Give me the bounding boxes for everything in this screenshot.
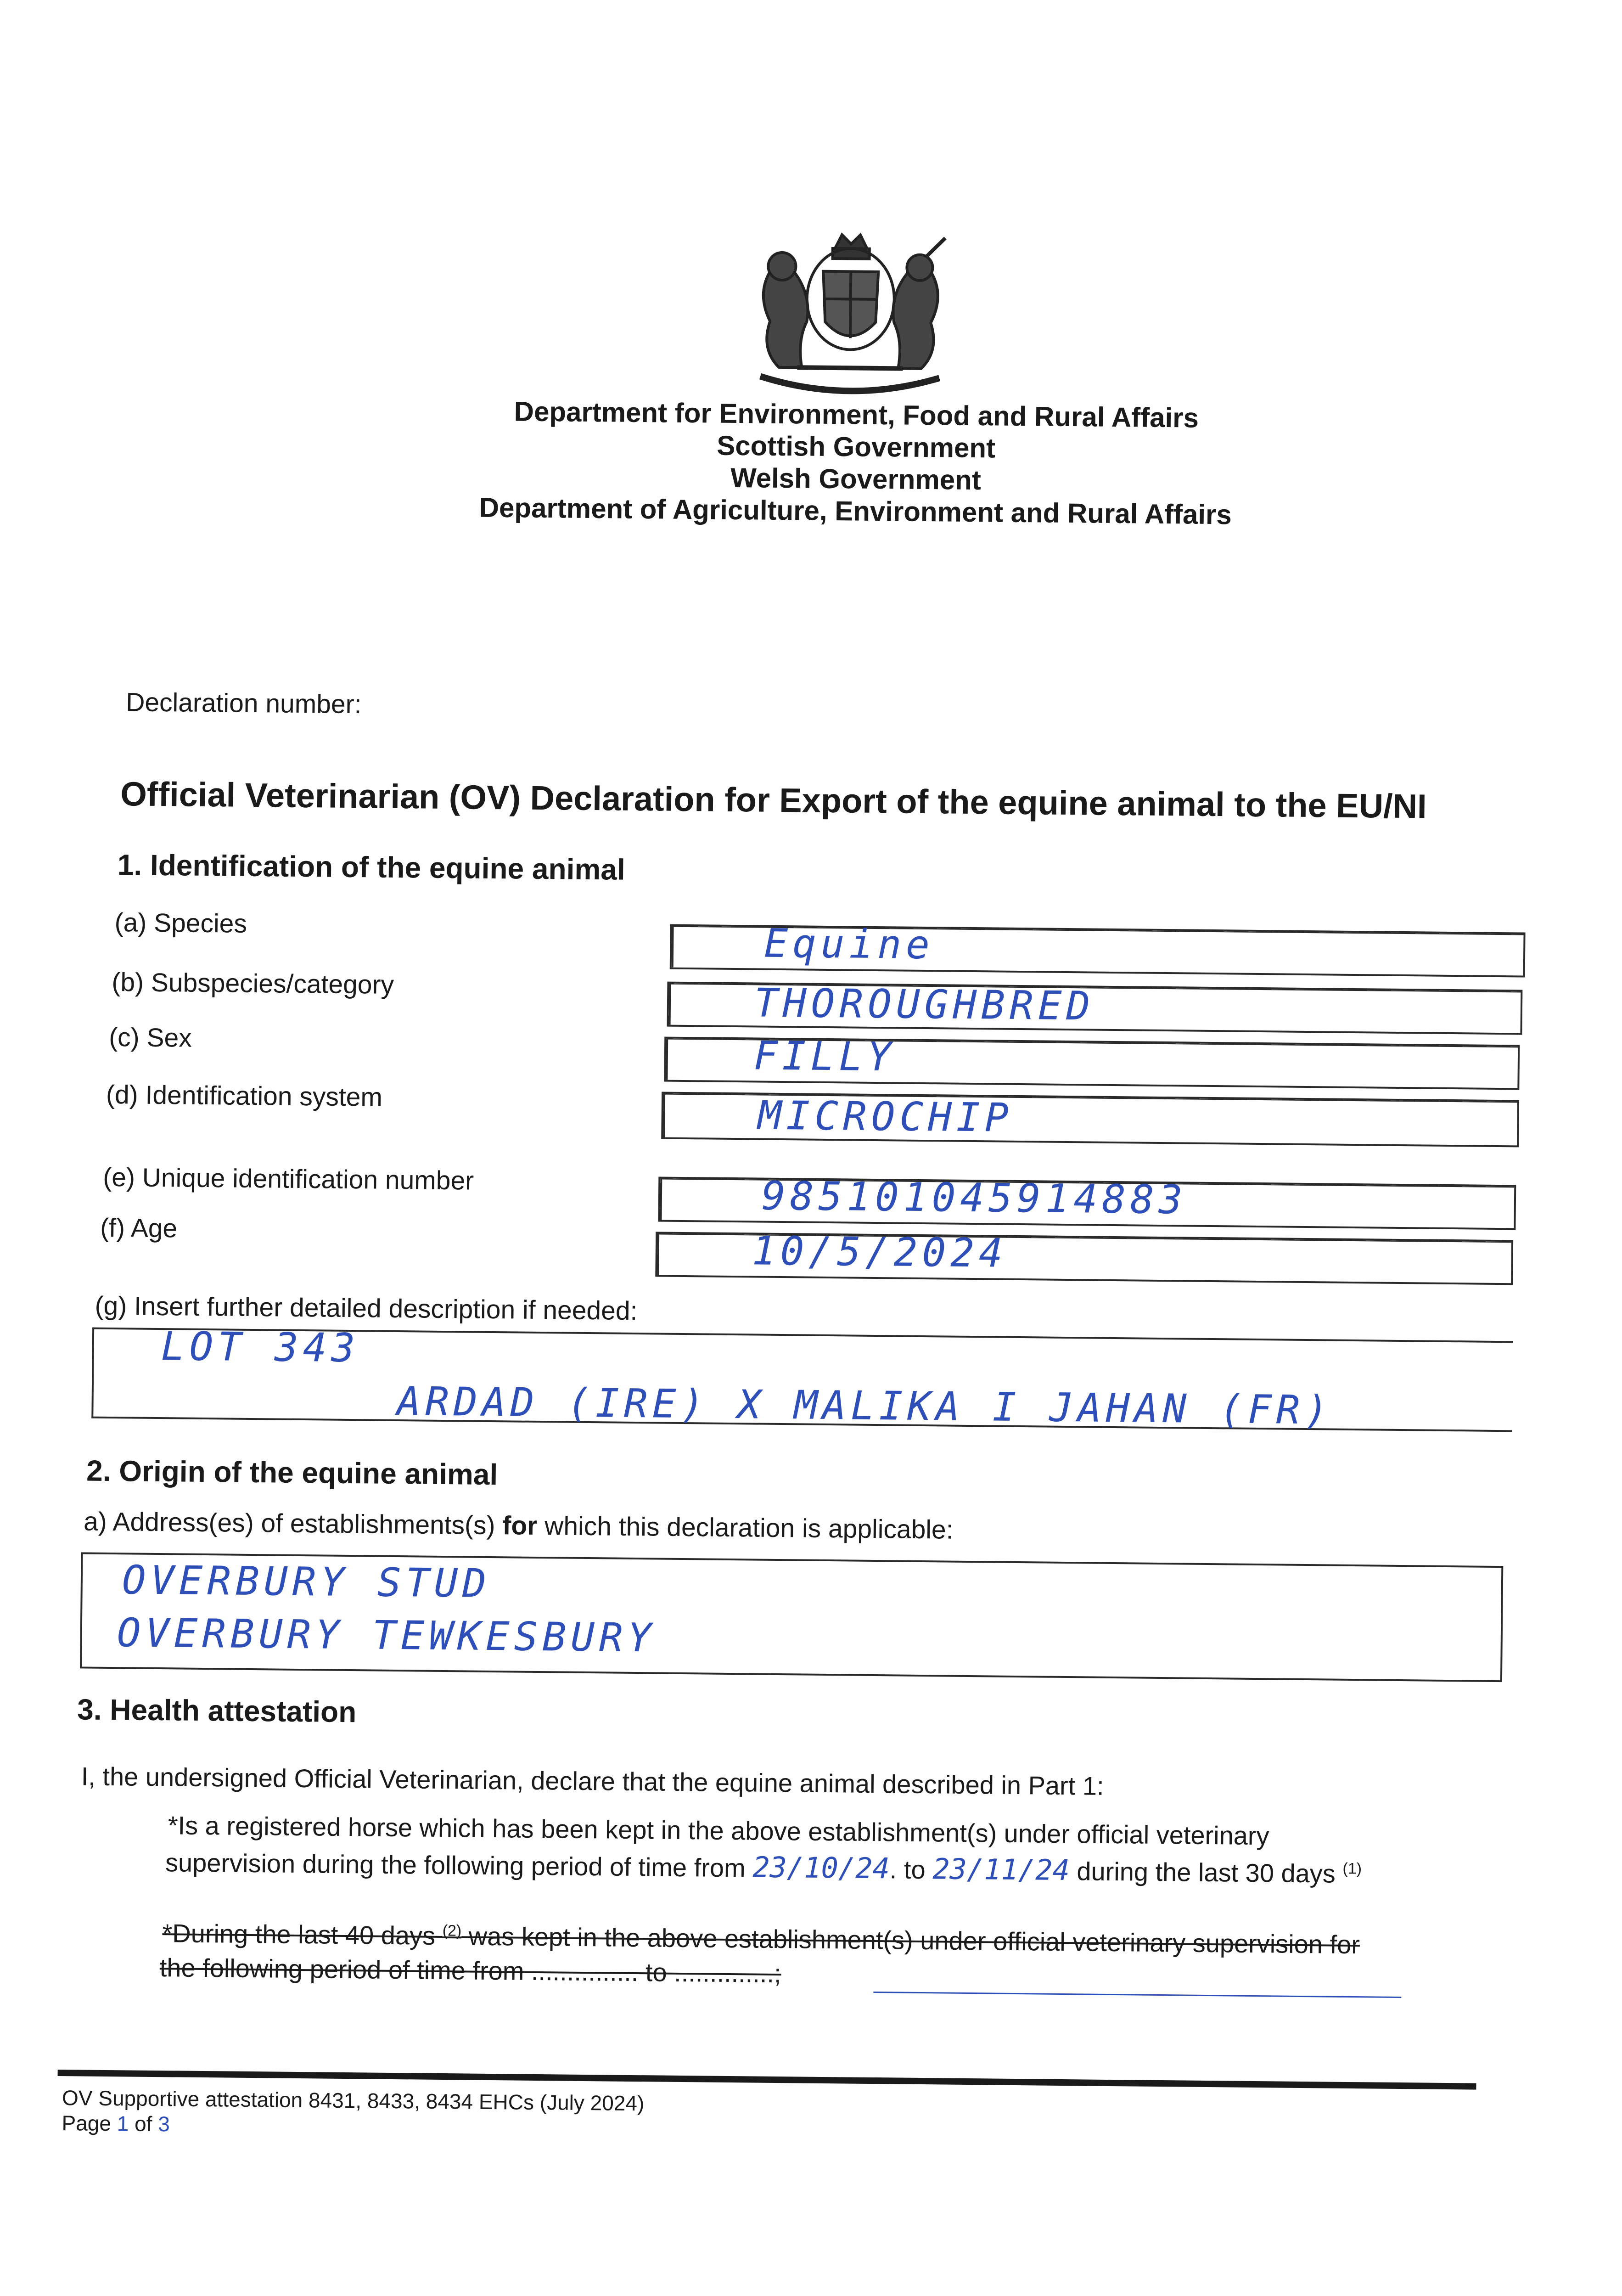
declaration-number-label: Declaration number: [125, 687, 362, 720]
subheading-bold: for [502, 1511, 538, 1541]
clause1-line2 [165, 1845, 1362, 1890]
department-name: Department for Environment, Food and Rural Affairs [514, 396, 1199, 433]
sex-value: FILLY [753, 1033, 896, 1080]
page-total: 3 [158, 2112, 170, 2136]
department-name: Scottish Government [716, 430, 996, 464]
clause-text: *During the last 40 days [162, 1919, 443, 1951]
department-name: Department of Agriculture, Environment and Rural Affairs [479, 492, 1232, 530]
section2-heading: 2. Origin of the equine animal [86, 1454, 498, 1491]
royal-coat-of-arms-icon [742, 229, 960, 405]
page-title: Official Veterinarian (OV) Declaration for Export of the equine animal to the EU/NI [120, 775, 1427, 826]
sex-label: (c) Sex [108, 1022, 192, 1053]
clause2-line2: the following period of time from ............... to ..............; [159, 1953, 781, 1988]
clause-text: was kept in the above establishment(s) under official veterinary supervision for [461, 1921, 1360, 1959]
page-prefix: Page [62, 2111, 118, 2136]
subspecies-label: (b) Subspecies/category [112, 968, 394, 1000]
clause-text: . to [889, 1855, 933, 1885]
age-label: (f) Age [100, 1213, 178, 1244]
age-value: 10/5/2024 [752, 1228, 1008, 1277]
subheading-text: a) Address(es) of establishments(s) [83, 1507, 503, 1541]
identification-system-value: MICROCHIP [758, 1092, 1014, 1141]
footnote-ref: (2) [442, 1922, 462, 1940]
to-date-value: 23/11/24 [932, 1852, 1070, 1887]
unique-id-label: (e) Unique identification number [103, 1162, 474, 1196]
identification-system-label: (d) Identification system [106, 1080, 383, 1112]
page-current: 1 [117, 2111, 129, 2136]
footnote-ref: (1) [1342, 1860, 1362, 1878]
description-line2: ARDAD (IRE) X MALIKA I JAHAN (FR) [397, 1379, 1333, 1434]
strike-through-line [873, 1992, 1401, 1998]
subheading-text: which this declaration is applicable: [537, 1511, 954, 1545]
unique-id-value: 985101045914883 [761, 1173, 1188, 1223]
address-line2: OVERBURY TEWKESBURY [117, 1610, 656, 1661]
subspecies-value: THOROUGHBRED [754, 980, 1095, 1030]
species-label: (a) Species [114, 908, 247, 939]
department-name: Welsh Government [730, 462, 982, 496]
address-line1: OVERBURY STUD [122, 1557, 491, 1607]
page-number [62, 2110, 170, 2137]
from-date-value: 23/10/24 [752, 1850, 890, 1885]
clause2-line1 [162, 1918, 1360, 1959]
clause-text: supervision during the following period of time from [165, 1848, 753, 1883]
section1-heading: 1. Identification of the equine animal [117, 848, 626, 886]
page-sep: of [129, 2111, 158, 2136]
description-label: (g) Insert further detailed description if needed: [95, 1291, 638, 1326]
section2-subheading [84, 1506, 954, 1545]
species-value: Equine [763, 920, 935, 968]
description-line1: LOT 343 [161, 1323, 360, 1372]
health-intro: I, the undersigned Official Veterinarian, declare that the equine animal described in Part 1: [81, 1761, 1104, 1801]
clause-text: during the last 30 days [1069, 1857, 1343, 1888]
footer-reference: OV Supportive attestation 8431, 8433, 8434 EHCs (July 2024) [62, 2086, 645, 2116]
section3-heading: 3. Health attestation [77, 1693, 357, 1729]
clause1-line1: *Is a registered horse which has been kept in the above establishment(s) under official veterinary [168, 1811, 1269, 1851]
